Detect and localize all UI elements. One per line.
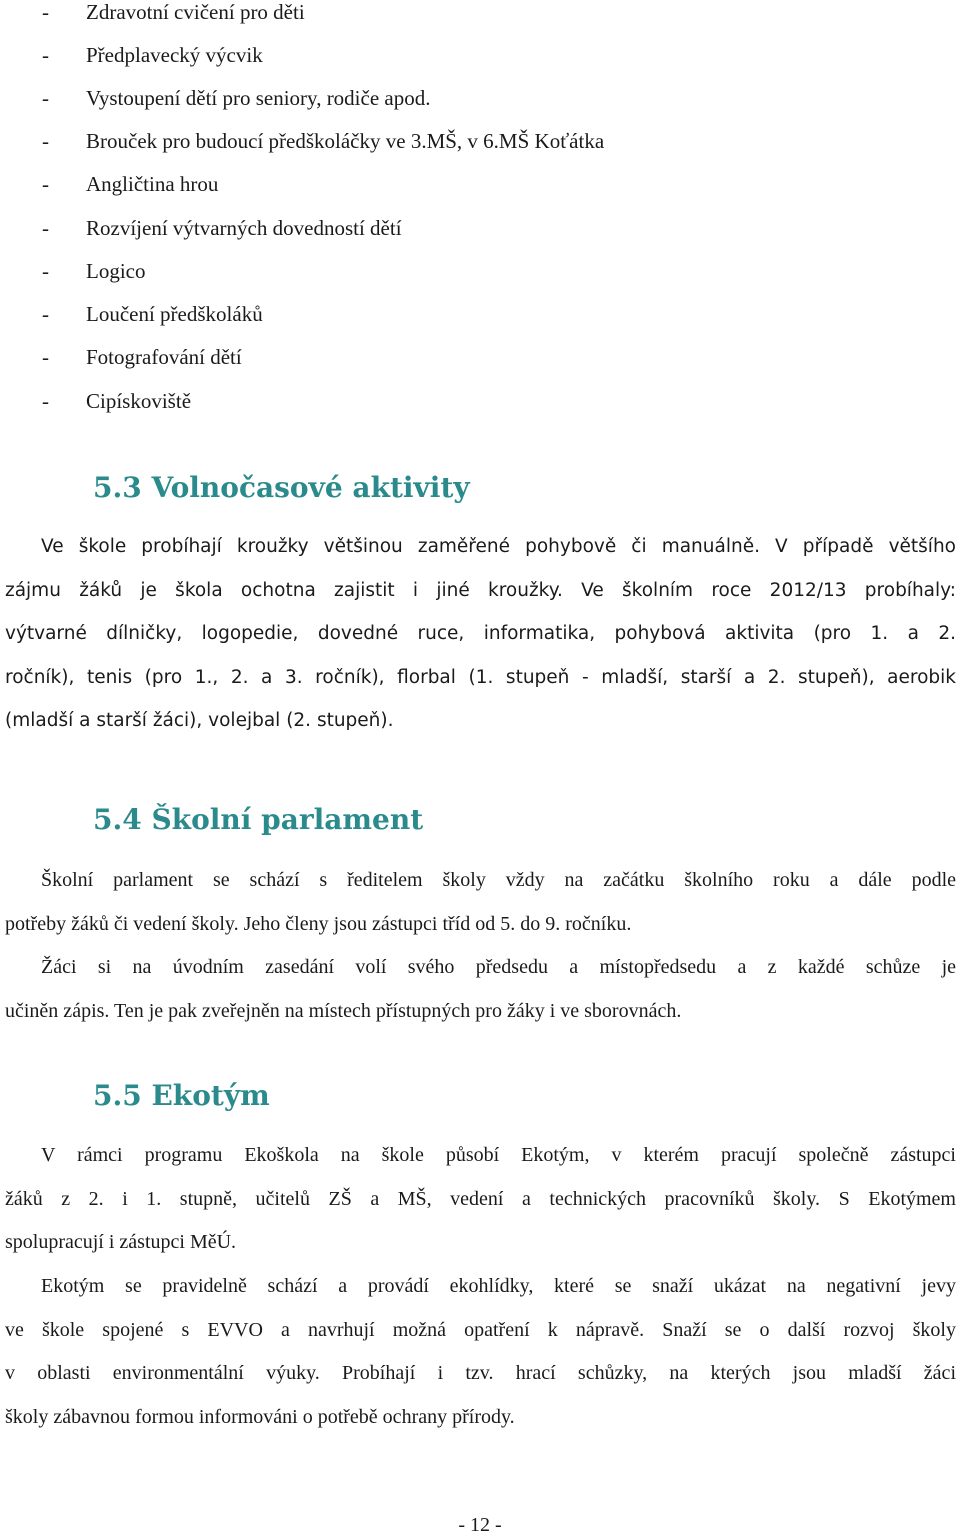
- section-heading-skolni-parlament: 5.4 Školní parlament: [93, 803, 424, 836]
- paragraph-line: školy zábavnou formou informováni o potřebě ochrany přírody.: [5, 1405, 515, 1428]
- paragraph-volnocasove-aktivity: [5, 535, 956, 753]
- bullet-dash: -: [42, 43, 49, 67]
- bullet-dash: -: [42, 216, 49, 240]
- paragraph-skolni-parlament-1: [5, 868, 956, 955]
- bullet-dash: -: [42, 129, 49, 153]
- paragraph-line: výtvarné dílničky, logopedie, dovedné ruce, informatika, pohybová aktivita (pro 1. a 2.: [5, 623, 956, 645]
- page-number: - 12 -: [458, 1514, 502, 1536]
- bullet-dash: -: [42, 345, 49, 369]
- bullet-dash: -: [42, 259, 49, 283]
- list-item-text: Loučení předškoláků: [86, 302, 263, 326]
- list-item-text: Fotografování dětí: [86, 345, 242, 369]
- paragraph-line: V rámci programu Ekoškola na škole působí Ekotým, v kterém pracují společně zástupci: [41, 1144, 956, 1166]
- section-heading-volnocasove-aktivity: 5.3 Volnočasové aktivity: [93, 471, 470, 504]
- bullet-dash: -: [42, 172, 49, 196]
- paragraph-line: ve škole spojené s EVVO a navrhují možná opatření k nápravě. Snaží se o další rozvoj školy: [5, 1318, 956, 1341]
- section-heading-ekotym: 5.5 Ekotým: [93, 1079, 270, 1112]
- paragraph-skolni-parlament-2: [5, 955, 956, 1042]
- list-item-text: Brouček pro budoucí předškoláčky ve 3.MŠ, v 6.MŠ Koťátka: [86, 129, 605, 153]
- list-item-text: Rozvíjení výtvarných dovedností dětí: [86, 216, 402, 240]
- paragraph-line: Ekotým se pravidelně schází a provádí ekohlídky, které se snaží ukázat na negativní jevy: [41, 1275, 956, 1297]
- paragraph-ekotym-2: [5, 1274, 956, 1448]
- paragraph-line: ročník), tenis (pro 1., 2. a 3. ročník), florbal (1. stupeň - mladší, starší a 2. stupeň), aerobik: [5, 666, 956, 688]
- list-item-text: Angličtina hrou: [86, 172, 219, 196]
- paragraph-line: učiněn zápis. Ten je pak zveřejněn na místech přístupných pro žáky i ve sborovnách.: [5, 999, 682, 1022]
- paragraph-line: (mladší a starší žáci), volejbal (2. stupeň).: [5, 710, 394, 732]
- paragraph-line: žáků z 2. i 1. stupně, učitelů ZŠ a MŠ, vedení a technických pracovníků školy. S Ekotýmem: [5, 1187, 956, 1210]
- bullet-dash: -: [42, 0, 49, 24]
- paragraph-line: spolupracují i zástupci MěÚ.: [5, 1231, 237, 1254]
- bullet-dash: -: [42, 302, 49, 326]
- list-item-text: Předplavecký výcvik: [86, 43, 263, 67]
- bullet-dash: -: [42, 389, 49, 413]
- paragraph-line: v oblasti environmentální výuky. Probíhají i tzv. hrací schůzky, na kterých jsou mladší žáci: [5, 1362, 956, 1385]
- bullet-dash: -: [42, 86, 49, 110]
- list-item-text: Logico: [86, 259, 146, 283]
- paragraph-line: Žáci si na úvodním zasedání volí svého předsedu a místopředsedu a z každé schůze je: [41, 956, 956, 978]
- paragraph-line: potřeby žáků či vedení školy. Jeho členy jsou zástupci tříd od 5. do 9. ročníku.: [5, 912, 632, 935]
- list-item-text: Vystoupení dětí pro seniory, rodiče apod.: [86, 86, 431, 110]
- paragraph-ekotym-1: [5, 1143, 956, 1274]
- list-item-text: Cipískoviště: [86, 389, 192, 413]
- list-item-text: Zdravotní cvičení pro děti: [86, 0, 305, 24]
- paragraph-line: Školní parlament se schází s ředitelem školy vždy na začátku školního roku a dále podle: [41, 869, 956, 891]
- paragraph-line: Ve škole probíhají kroužky většinou zaměřené pohybově či manuálně. V případě většího: [41, 536, 956, 557]
- paragraph-line: zájmu žáků je škola ochotna zajistit i jiné kroužky. Ve školním roce 2012/13 probíhaly:: [5, 579, 956, 601]
